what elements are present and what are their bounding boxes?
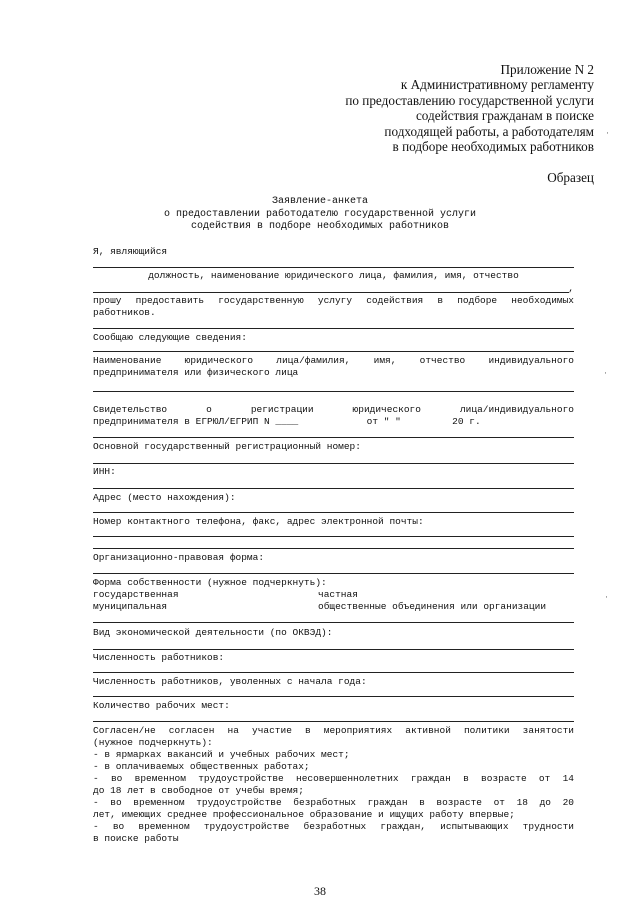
appendix-line: в подборе необходимых работников — [392, 139, 594, 155]
ogrn-label: Основной государственный регистрационный номер: — [93, 441, 361, 452]
field-rule — [93, 463, 574, 464]
consent-item: - в ярмарках вакансий и учебных рабочих мест; — [93, 749, 350, 760]
sample-label: Образец — [547, 170, 594, 185]
consent-item: - в оплачиваемых общественных работах; — [93, 761, 310, 772]
consent-item: - во временном трудоустройстве безработных граждан, испытывающих трудности — [93, 821, 574, 832]
legal-form-label: Организационно-правовая форма: — [93, 552, 265, 563]
consent-item: в поиске работы — [93, 833, 179, 844]
consent-item: - во временном трудоустройстве безработных граждан в возрасте от 18 до 20 — [93, 797, 574, 808]
ownership-options-row — [93, 589, 574, 601]
title-line: содействия в подборе необходимых работников — [190, 221, 450, 232]
dismissed-label: Численность работников, уволенных с начала года: — [93, 676, 367, 687]
consent-label: (нужное подчеркнуть): — [93, 737, 213, 748]
field-rule — [93, 328, 574, 329]
request-line: работников. — [93, 307, 156, 318]
field-rule — [93, 721, 574, 722]
name-field-label: предпринимателя или физического лица — [93, 367, 299, 378]
ownership-municipal-option[interactable]: муниципальная — [93, 601, 168, 612]
field-rule — [93, 488, 574, 489]
certificate-label: предпринимателя в ЕГРЮЛ/ЕГРИП N ____ от " " 20 г. — [93, 416, 481, 427]
field-rule — [93, 573, 574, 574]
request-line: прошу предоставить государственную услугу содействия в подборе необходимых — [93, 295, 574, 306]
title-line: Заявление-анкета — [271, 196, 368, 207]
form-title — [0, 196, 640, 234]
scan-speck: · — [605, 592, 608, 602]
field-rule — [93, 672, 574, 673]
field-rule — [93, 536, 574, 537]
field-rule — [93, 512, 574, 513]
appendix-line: по предоставлению государственной услуги — [345, 92, 594, 108]
appendix-line: подходящей работы, а работодателям — [384, 123, 594, 139]
name-field-label: Наименование юридического лица/фамилия, имя, отчество индивидуального — [93, 355, 574, 366]
workplaces-label: Количество рабочих мест: — [93, 700, 230, 711]
certificate-label: Свидетельство о регистрации юридического лица/индивидуального — [93, 404, 574, 415]
field-rule — [93, 696, 574, 697]
field-rule — [93, 649, 574, 650]
field-rule — [93, 622, 574, 623]
inn-label: ИНН: — [93, 466, 116, 477]
appendix-header — [264, 62, 594, 154]
report-label: Сообщаю следующие сведения: — [93, 332, 247, 343]
address-label: Адрес (место нахождения): — [93, 492, 236, 503]
position-hint: должность, наименование юридического лица, фамилия, имя, отчество — [148, 270, 519, 281]
headcount-label: Численность работников: — [93, 652, 225, 663]
intro-text: Я, являющийся — [93, 246, 168, 257]
contacts-label: Номер контактного телефона, факс, адрес электронной почты: — [93, 516, 424, 527]
ownership-label: Форма собственности (нужное подчеркнуть): — [93, 577, 327, 588]
appendix-line: содействия гражданам в поиске — [415, 108, 594, 124]
okved-label: Вид экономической деятельности (по ОКВЭД): — [93, 627, 333, 638]
field-rule — [93, 391, 574, 392]
title-line: о предоставлении работодателю государственной услуги — [163, 208, 477, 220]
page-number: 38 — [314, 884, 326, 898]
appendix-line: Приложение N 2 — [500, 62, 594, 77]
scan-speck: · — [604, 368, 607, 378]
trailing-comma: , — [568, 283, 574, 294]
ownership-public-option[interactable]: общественные объединения или организации — [318, 601, 547, 612]
appendix-line: к Административному регламенту — [400, 77, 594, 93]
ownership-state-option[interactable]: государственная — [93, 589, 179, 600]
consent-label: Согласен/не согласен на участие в мероприятиях активной политики занятости — [93, 725, 574, 736]
field-rule — [93, 548, 574, 549]
field-rule — [93, 437, 574, 438]
consent-item: - во временном трудоустройстве несовершеннолетних граждан в возрасте от 14 — [93, 773, 574, 784]
consent-item: до 18 лет в свободное от учебы время; — [93, 785, 304, 796]
scan-speck: · — [606, 128, 609, 138]
consent-item: лет, имеющих среднее профессиональное образование и ищущих работу впервые; — [93, 809, 515, 820]
ownership-options-row — [93, 601, 574, 613]
field-rule — [93, 267, 574, 268]
ownership-private-option[interactable]: частная — [318, 589, 358, 600]
field-rule — [93, 351, 574, 352]
